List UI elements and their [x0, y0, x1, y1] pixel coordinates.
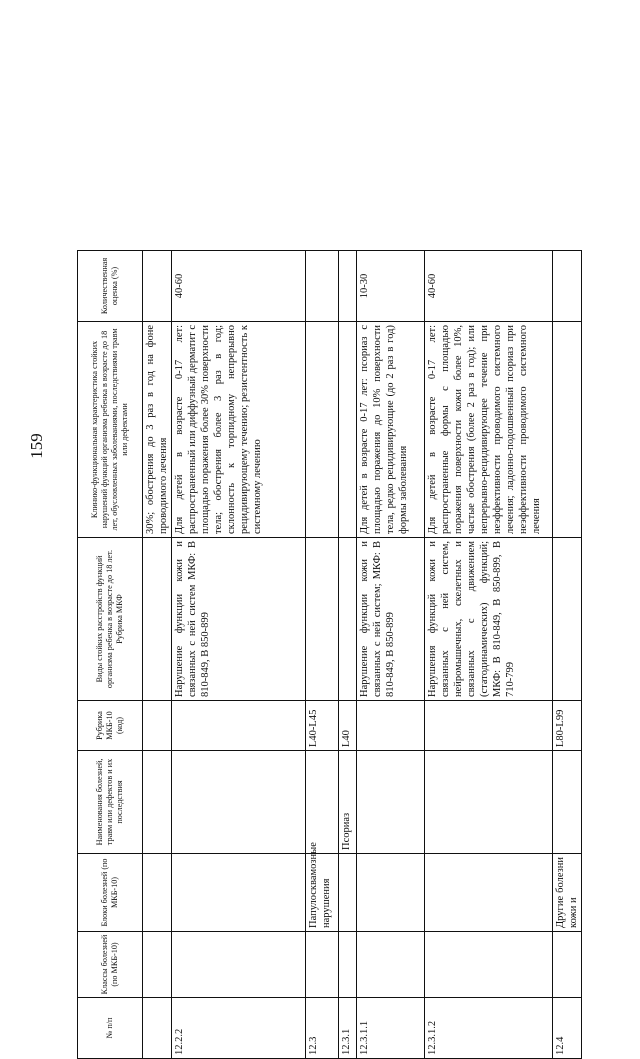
table-row	[425, 251, 553, 1059]
page-number: 159	[27, 433, 46, 459]
cell-rubric: L80-L99	[553, 701, 582, 751]
header-names: Наименования болезней, травм или дефектов и их последствия	[78, 751, 143, 854]
cell-block: Папулосквамозные нарушения	[306, 854, 339, 932]
cell-num: 12.3	[306, 998, 339, 1059]
cell-score: 40-60	[425, 251, 553, 322]
cell-score: 10-30	[357, 251, 425, 322]
cell-block: Другие болезни кожи и	[553, 854, 582, 932]
header-types: Виды стойких расстройств функций организма ребенка в возрасте до 18 лет. Рубрика МКФ	[78, 538, 143, 701]
cell-clinical: Для детей в возрасте 0-17 лет: распространенные формы с площадью поражения поверхности кожи более 10%, частые обострения (более 2 раз в год); или непрерывно-рецидивирующее течение при неэффективности проводимого системного лечения; ладонно-подошвенный псориаз при неэффективности проводимого системного лечения	[425, 322, 553, 538]
cell-types: Нарушение функции кожи и связанных с ней систем МКФ: В 810-849, В 850-899	[172, 538, 306, 701]
header-num: № п/п	[78, 998, 143, 1059]
table-row	[306, 251, 339, 1059]
cell-clinical: Для детей в возрасте 0-17 лет: распространенный или диффузный дерматит с площадью поражения более 30% поверхности тела; обострения более 3 раз в год; склонность к торпидному непрерывно рецидивирующему течению; резистентность к системному лечению	[172, 322, 306, 538]
header-row	[78, 251, 143, 1059]
cell-num: 12.3.1	[339, 998, 357, 1059]
header-rubric: Рубрика МКБ-10 (код)	[78, 701, 143, 751]
cell-score: 40-60	[172, 251, 306, 322]
cell-name: Псориаз	[339, 751, 357, 854]
cell-rubric: L40-L45	[306, 701, 339, 751]
cell-num: 12.3.1.1	[357, 998, 425, 1059]
header-blocks: Блоки болезней (по МКБ-10)	[78, 854, 143, 932]
cell-clinical: Для детей в возрасте 0-17 лет: псориаз с площадью поражения до 10% поверхности тела, редко рецидивирующие (до 2 раз в год) формы заболевания	[357, 322, 425, 538]
table-row	[339, 251, 357, 1059]
cell-clinical: 30%; обострения до 3 раз в год на фоне проводимого лечения	[143, 322, 172, 538]
header-score: Количественная оценка (%)	[78, 251, 143, 322]
cell-num: 12.2.2	[172, 998, 306, 1059]
cell-types: Нарушение функции кожи и связанных с ней систем; МКФ: В 810-849, В 850-899	[357, 538, 425, 701]
cell-num: 12.4	[553, 998, 582, 1059]
cell-num: 12.3.1.2	[425, 998, 553, 1059]
header-clinical: Клинико-функциональная характеристика стойких нарушений функций организма ребенка в возрасте до 18 лет, обусловленных заболеваниями, последствиями травм или дефектами	[78, 322, 143, 538]
cell-rubric: L40	[339, 701, 357, 751]
table-row	[553, 251, 582, 1059]
table-row	[143, 251, 172, 1059]
cell-types: Нарушения функций кожи и связанных с ней систем, нейромышечных, скелетных и связанных с движением (статодинамических) функций; МКФ: В 810-849, В 850-899, В 710-799	[425, 538, 553, 701]
table-row	[357, 251, 425, 1059]
header-classes: Классы болезней (по МКБ-10)	[78, 932, 143, 998]
table-row	[172, 251, 306, 1059]
disability-criteria-table	[77, 250, 582, 1059]
rotated-table-wrapper	[77, 251, 579, 1059]
